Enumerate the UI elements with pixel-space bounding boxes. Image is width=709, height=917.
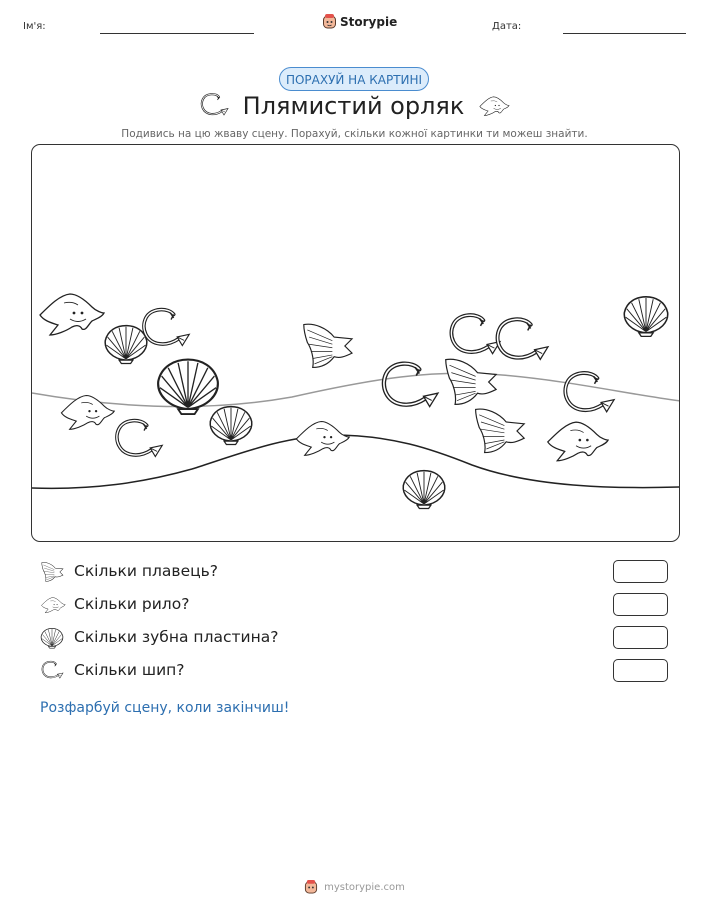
ray-icon <box>478 95 510 117</box>
shell-figure <box>624 297 667 337</box>
footer <box>0 879 709 895</box>
storypie-mascot-icon <box>304 879 318 895</box>
answer-box[interactable] <box>613 593 668 616</box>
shell-figure <box>210 407 252 445</box>
footer-site[interactable]: mystorypie.com <box>324 881 405 893</box>
name-label: Ім'я: <box>23 21 46 32</box>
spine-icon <box>199 92 229 120</box>
brand-logo <box>322 13 397 30</box>
shell-figure <box>403 471 445 509</box>
answer-box[interactable] <box>613 626 668 649</box>
question-row-tooth-plate <box>40 626 670 652</box>
spine-figure <box>384 364 438 407</box>
coloring-note: Розфарбуй сцену, коли закінчиш! <box>40 700 290 716</box>
fin-figure <box>476 409 525 453</box>
name-line[interactable] <box>100 33 254 34</box>
brand-name: Storypie <box>340 14 398 29</box>
spine-figure <box>144 310 189 346</box>
question-text: Скільки шип? <box>74 661 185 679</box>
tooth-plate-icon <box>40 627 64 649</box>
snout-icon <box>40 596 66 614</box>
ray-figure <box>296 421 349 455</box>
question-text: Скільки плавець? <box>74 562 219 580</box>
shell-figure <box>105 326 147 364</box>
question-row-fin <box>40 560 670 586</box>
spine-figure <box>565 373 614 412</box>
scene-picture <box>31 144 680 542</box>
spine-figure <box>117 421 162 457</box>
title-row <box>0 92 709 120</box>
spine-figure <box>451 315 500 354</box>
question-row-spine <box>40 659 670 685</box>
spine-figure <box>498 319 548 359</box>
question-text: Скільки рило? <box>74 595 190 613</box>
count-badge: ПОРАХУЙ НА КАРТИНІ <box>279 67 429 91</box>
instructions: Подивись на цю жваву сцену. Порахуй, скільки кожної картинки ти можеш знайти. <box>121 128 588 140</box>
spine-icon <box>40 660 64 682</box>
fin-figure <box>304 324 352 367</box>
question-row-snout <box>40 593 670 619</box>
ray-figure <box>40 294 104 335</box>
storypie-mascot-icon <box>322 13 337 30</box>
question-text: Скільки зубна пластина? <box>74 628 279 646</box>
fin-figure <box>446 359 496 404</box>
date-label: Дата: <box>492 21 522 32</box>
date-line[interactable] <box>563 33 686 34</box>
ray-figure <box>61 395 114 429</box>
fin-icon <box>40 561 64 583</box>
answer-box[interactable] <box>613 560 668 583</box>
page-title: Плямистий орляк <box>242 92 465 120</box>
ray-figure <box>548 422 608 461</box>
answer-box[interactable] <box>613 659 668 682</box>
